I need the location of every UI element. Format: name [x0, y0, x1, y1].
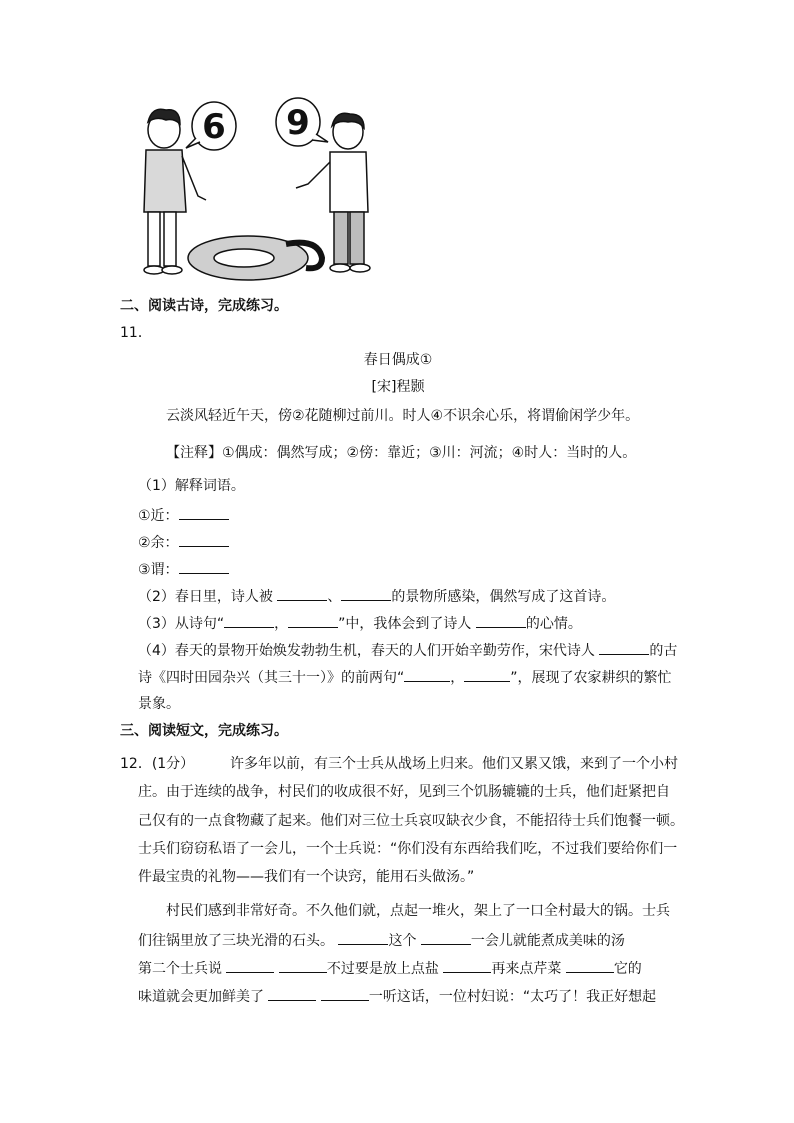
- answer-blank[interactable]: [226, 958, 274, 973]
- p2-line2-text-b: 这个: [388, 933, 417, 949]
- question-12-number: 12．(1分）: [120, 756, 195, 772]
- passage-p2-line1: 村民们感到非常好奇。不久他们就，点起一堆火，架上了一口全村最大的锅。士兵: [166, 903, 670, 919]
- sub2-separator: 、: [327, 589, 342, 605]
- sub2-text-a: （2）春日里，诗人被: [138, 589, 273, 605]
- sub3-text-b: ”中，我体会到了诗人: [338, 616, 472, 632]
- answer-blank[interactable]: [476, 613, 526, 628]
- sub-question-4-line1: [138, 640, 677, 661]
- answer-blank[interactable]: [566, 958, 614, 973]
- word-item-3: [138, 559, 229, 580]
- passage-p1-line2: 庄。由于连续的战争，村民们的收成很不好，见到三个饥肠辘辘的士兵，他们赶紧把自: [138, 784, 670, 800]
- p2-line4-text-b: 一听这话，一位村妇说：“太巧了！我正好想起: [368, 989, 657, 1005]
- answer-blank[interactable]: [421, 930, 471, 945]
- answer-blank[interactable]: [179, 559, 229, 574]
- bubble-number-right: 9: [286, 103, 310, 143]
- answer-blank[interactable]: [404, 667, 450, 682]
- word-item-1: [138, 505, 229, 526]
- sub3-separator: ，: [274, 616, 289, 632]
- poem-author: [宋]程颢: [371, 379, 425, 395]
- answer-blank[interactable]: [224, 613, 274, 628]
- sub3-text-a: （3）从诗句“: [138, 616, 225, 632]
- passage-p1-line3: 己仅有的一点食物藏了起来。他们对三位士兵哀叹缺衣少食，不能招待士兵们饱餐一顿。: [138, 813, 684, 829]
- sub2-text-b: 的景物所感染，偶然写成了这首诗。: [391, 589, 616, 605]
- p2-line3-text-a: 第二个士兵说: [138, 961, 222, 977]
- sub-question-2: [138, 586, 615, 607]
- passage-p2-line3: [138, 958, 642, 979]
- p2-line3-text-d: 它的: [613, 961, 642, 977]
- section3-heading: 三、阅读短文，完成练习。: [120, 723, 288, 739]
- passage-p2-line2: [138, 930, 625, 951]
- sub4-text-a: （4）春天的景物开始焕发勃勃生机，春天的人们开始辛勤劳作，宋代诗人: [138, 643, 595, 659]
- sub-question-3: [138, 613, 582, 634]
- answer-blank[interactable]: [279, 958, 327, 973]
- question-11-number: 11．: [120, 325, 152, 341]
- sub3-text-c: 的心情。: [525, 616, 582, 632]
- p2-line3-text-b: 不过要是放上点盐: [326, 961, 439, 977]
- answer-blank[interactable]: [268, 986, 316, 1001]
- answer-blank[interactable]: [277, 586, 327, 601]
- p2-line4-text-a: 味道就会更加鲜美了: [138, 989, 264, 1005]
- word-label-2: ②余：: [138, 535, 179, 551]
- right-speech-bubble: [276, 98, 328, 146]
- answer-blank[interactable]: [599, 640, 649, 655]
- answer-blank[interactable]: [321, 986, 369, 1001]
- sub4-separator: ，: [450, 670, 465, 686]
- passage-p1-line5: 件最宝贵的礼物——我们有一个诀窍，能用石头做汤。”: [138, 869, 475, 885]
- sub-question-4-line3: 景象。: [138, 696, 180, 712]
- answer-blank[interactable]: [464, 667, 510, 682]
- sub-question-4-line2: [138, 667, 672, 688]
- answer-blank[interactable]: [443, 958, 491, 973]
- sub4-text-d: ”，展现了农家耕织的繁忙: [510, 670, 672, 686]
- floor-number-shape: [188, 236, 322, 280]
- poem-note: 【注释】①偶成：偶然写成；②傍：靠近；③川：河流；④时人：当时的人。: [166, 445, 637, 461]
- answer-blank[interactable]: [288, 613, 338, 628]
- poem-title: 春日偶成①: [363, 352, 433, 368]
- answer-blank[interactable]: [338, 930, 388, 945]
- sub-question-1: （1）解释词语。: [138, 478, 245, 494]
- word-label-1: ①近：: [138, 508, 179, 524]
- left-speech-bubble: [186, 102, 236, 150]
- p2-line2-text-c: 一会儿就能煮成美味的汤: [470, 933, 625, 949]
- poem-text: 云淡风轻近午天，傍②花随柳过前川。时人④不识余心乐，将谓偷闲学少年。: [166, 408, 640, 424]
- word-label-3: ③谓：: [138, 562, 179, 578]
- passage-p1-line4: 士兵们窃窃私语了一会儿，一个士兵说：“你们没有东西给我们吃，不过我们要给你们一: [138, 841, 678, 857]
- passage-p1-line1: 许多年以前，有三个士兵从战场上归来。他们又累又饿，来到了一个小村: [230, 756, 678, 772]
- passage-p2-line4: [138, 986, 656, 1007]
- answer-blank[interactable]: [179, 505, 229, 520]
- section2-heading: 二、阅读古诗，完成练习。: [120, 298, 288, 314]
- answer-blank[interactable]: [341, 586, 391, 601]
- p2-line2-text-a: 们往锅里放了三块光滑的石头。: [138, 933, 334, 949]
- p2-line3-text-c: 再来点芹菜: [491, 961, 562, 977]
- sub4-text-c: 诗《四时田园杂兴（其三十一）》的前两句“: [138, 670, 405, 686]
- word-item-2: [138, 532, 229, 553]
- illustration-two-boys-six-nine: [136, 92, 376, 282]
- bubble-number-left: 6: [202, 107, 226, 147]
- sub4-text-b: 的古: [649, 643, 678, 659]
- answer-blank[interactable]: [179, 532, 229, 547]
